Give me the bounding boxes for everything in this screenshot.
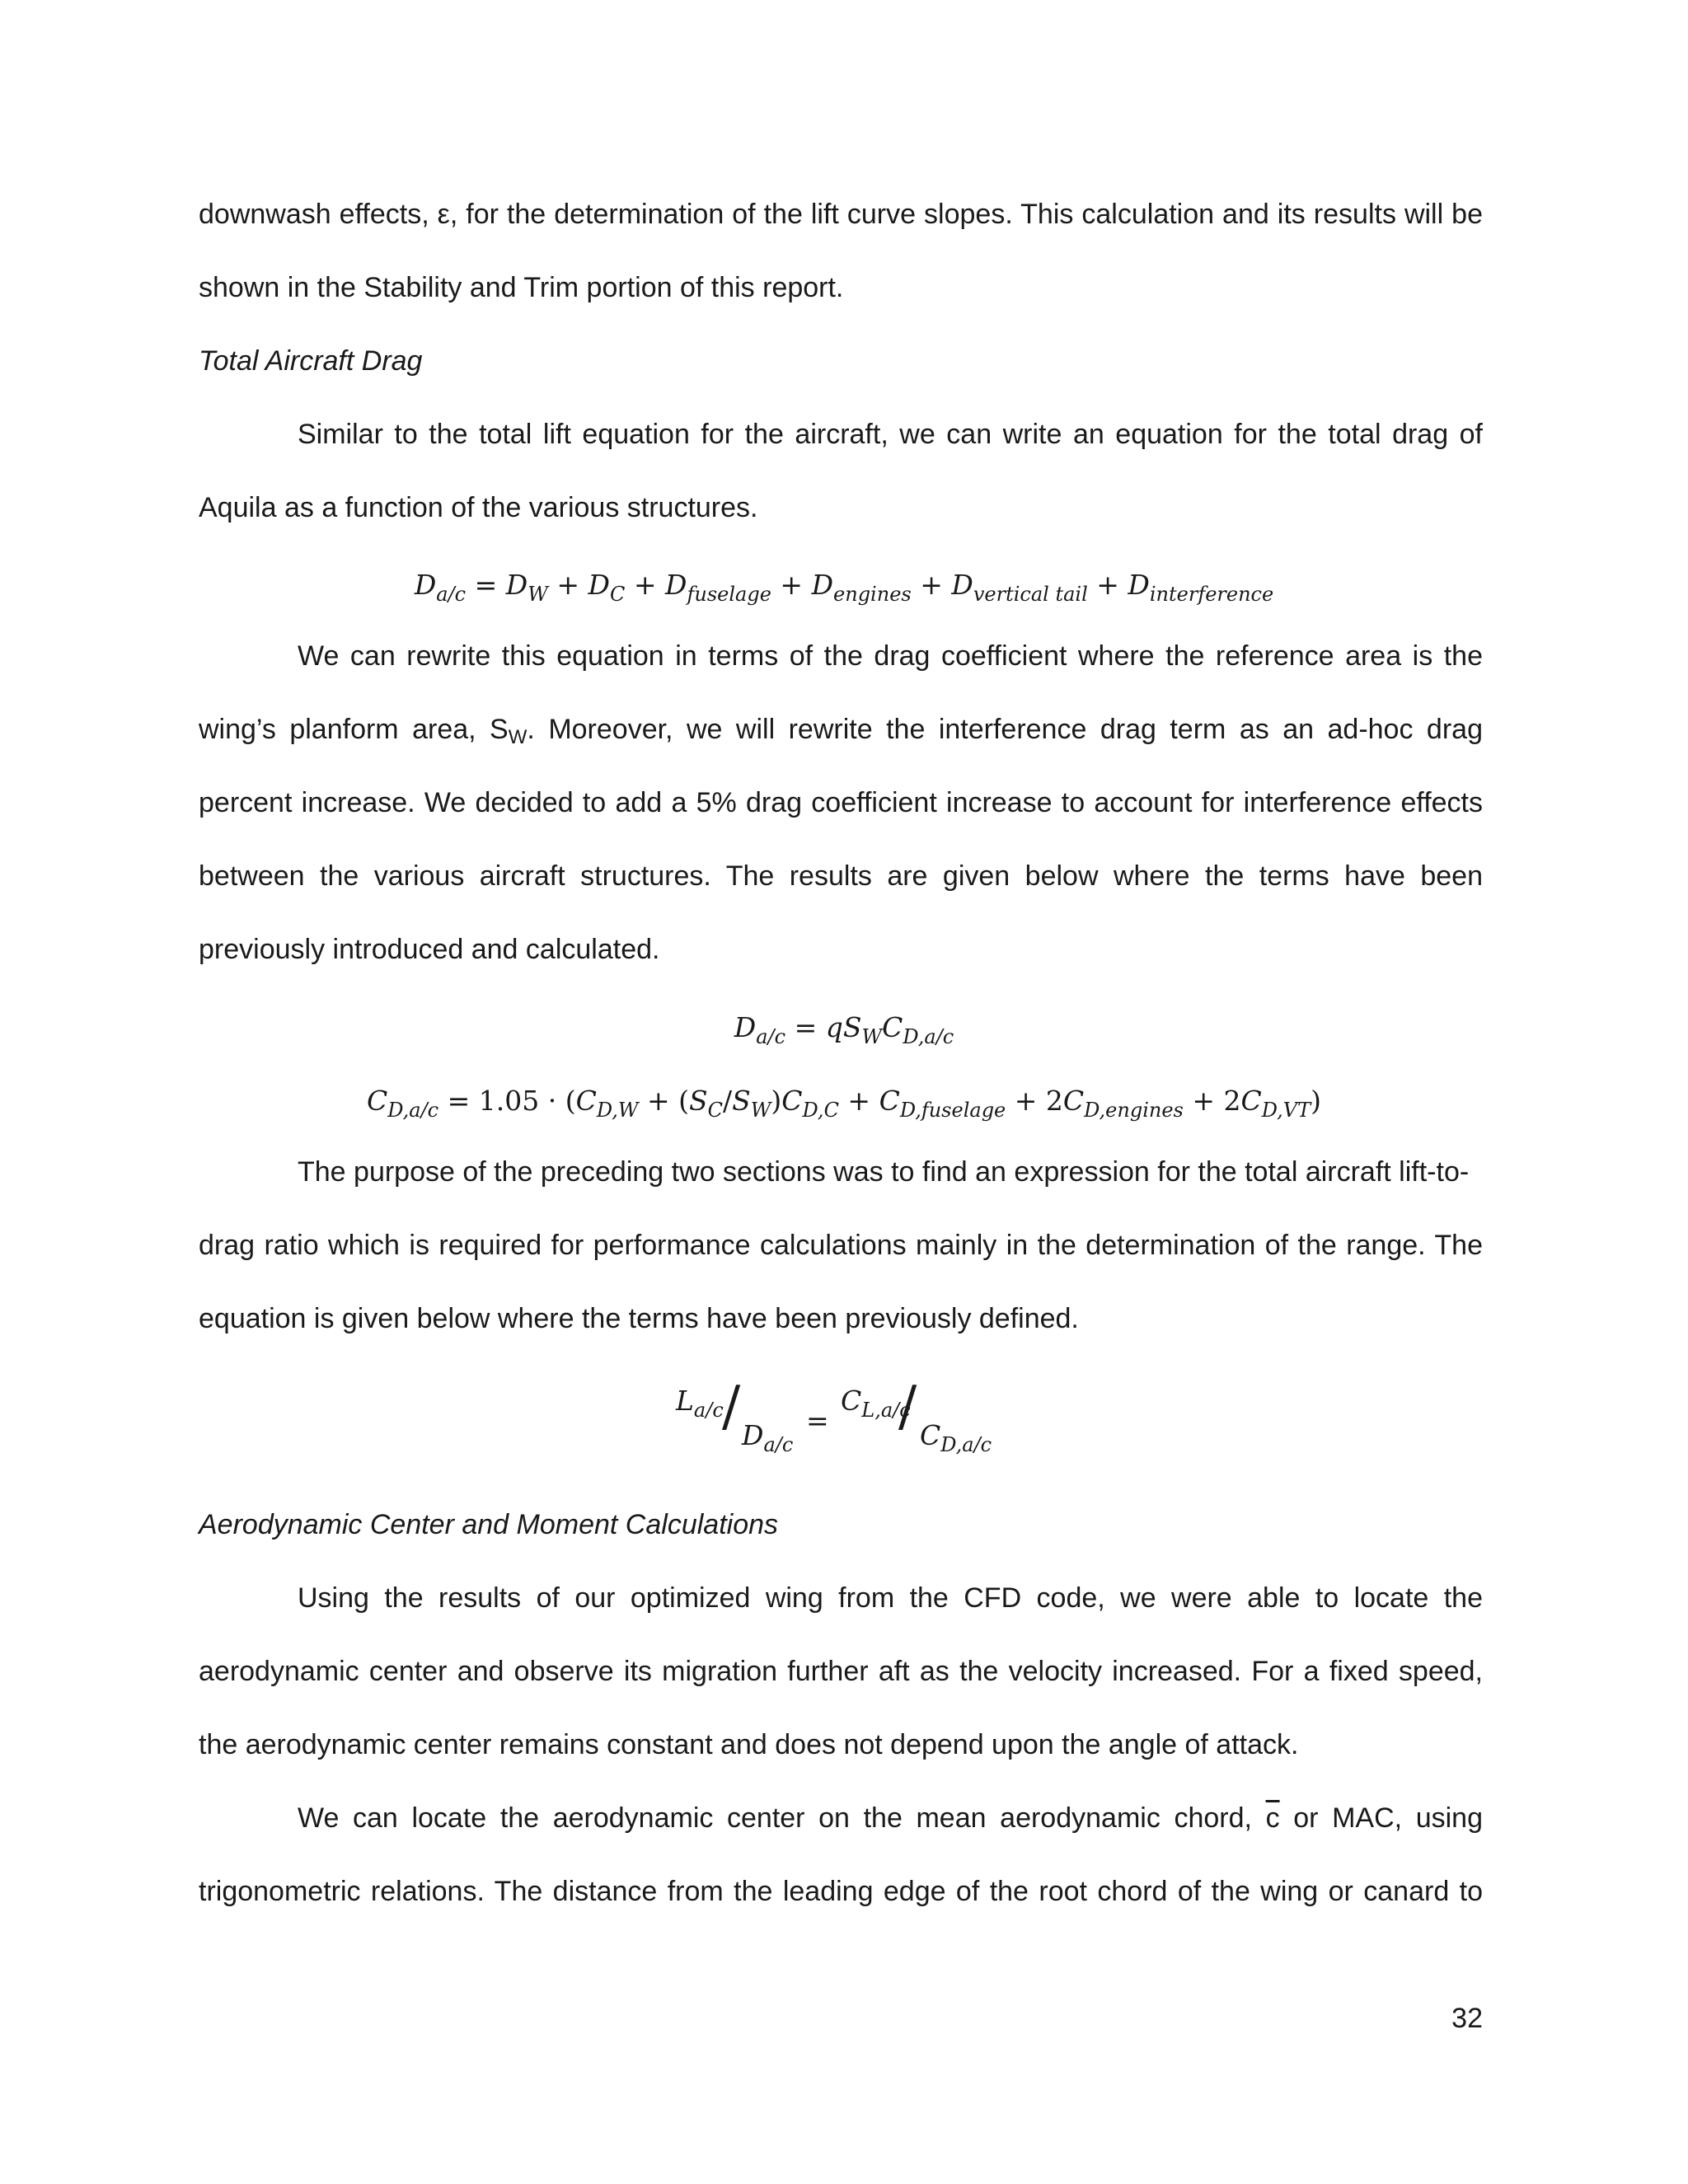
- paragraph-line: Using the results of our optimized wing from the CFD code, we were able to locate the: [298, 1582, 1483, 1614]
- paragraph-line: between the various aircraft structures. The results are given below where the terms have been: [199, 860, 1483, 892]
- wing-line-subscript: W: [508, 726, 528, 748]
- paragraph-line: downwash effects, ε, for the determination of the lift curve slopes. This calculation and its results will be: [199, 199, 1483, 230]
- paragraph-line: [199, 1800, 1483, 1836]
- paragraph-line: equation is given below where the terms have been previously defined.: [199, 1303, 1079, 1334]
- equation-lift-to-drag: $L_{a/c}$ / $D_{a/c}$ = $C_{L,a/c}$ / $C_{D,a/c}$: [676, 1375, 992, 1456]
- page-number: 32: [1451, 2003, 1483, 2034]
- mac-line-before: We can locate the aerodynamic center on the mean aerodynamic chord,: [298, 1802, 1266, 1834]
- paragraph-line: Aquila as a function of the various structures.: [199, 492, 758, 523]
- mac-line-after: or MAC, using: [1279, 1802, 1483, 1834]
- wing-line-after: . Moreover, we will rewrite the interference drag term as an ad-hoc drag: [527, 714, 1483, 745]
- paragraph-line: the aerodynamic center remains constant and does not depend upon the angle of attack.: [199, 1729, 1299, 1760]
- section-heading: Aerodynamic Center and Moment Calculations: [199, 1509, 779, 1540]
- section-heading: Total Aircraft Drag: [199, 345, 423, 377]
- paragraph-line: trigonometric relations. The distance from the leading edge of the root chord of the wing or canard to: [199, 1876, 1483, 1907]
- paragraph-line: [199, 711, 1483, 748]
- paragraph-line: drag ratio which is required for performance calculations mainly in the determination of the range. The: [199, 1230, 1483, 1261]
- paragraph-line: percent increase. We decided to add a 5% drag coefficient increase to account for interference effects: [199, 787, 1483, 818]
- equation-drag-coefficient: $C_{D,a/c} = 1.05 \cdot (C_{D,W} + (S_C/S_W)C_{D,C} + C_{D,fuselage} + 2C_{D,engines} + 2C_{D,VT})$: [367, 1085, 1321, 1122]
- paragraph-line: We can rewrite this equation in terms of the drag coefficient where the reference area is the: [298, 640, 1483, 672]
- equation-total-drag: $D_{a/c} = D_W + D_C + D_{fuselage} + D_{engines} + D_{vertical tail} + D_{interference}$: [414, 569, 1274, 606]
- paragraph-line: aerodynamic center and observe its migration further aft as the velocity increased. For a fixed speed,: [199, 1656, 1483, 1687]
- equation-drag: $D_{a/c} = qS_WC_{D,a/c}$: [734, 1011, 954, 1048]
- paragraph-line: The purpose of the preceding two sections was to find an expression for the total aircraft lift-to-: [298, 1156, 1470, 1188]
- paragraph-line: Similar to the total lift equation for the aircraft, we can write an equation for the total drag of: [298, 419, 1483, 450]
- paragraph-line: previously introduced and calculated.: [199, 934, 660, 965]
- paragraph-line: shown in the Stability and Trim portion of this report.: [199, 272, 844, 303]
- wing-line-before: wing’s planform area, S: [199, 714, 509, 745]
- mac-symbol: $\overline{c}$: [1265, 1802, 1280, 1834]
